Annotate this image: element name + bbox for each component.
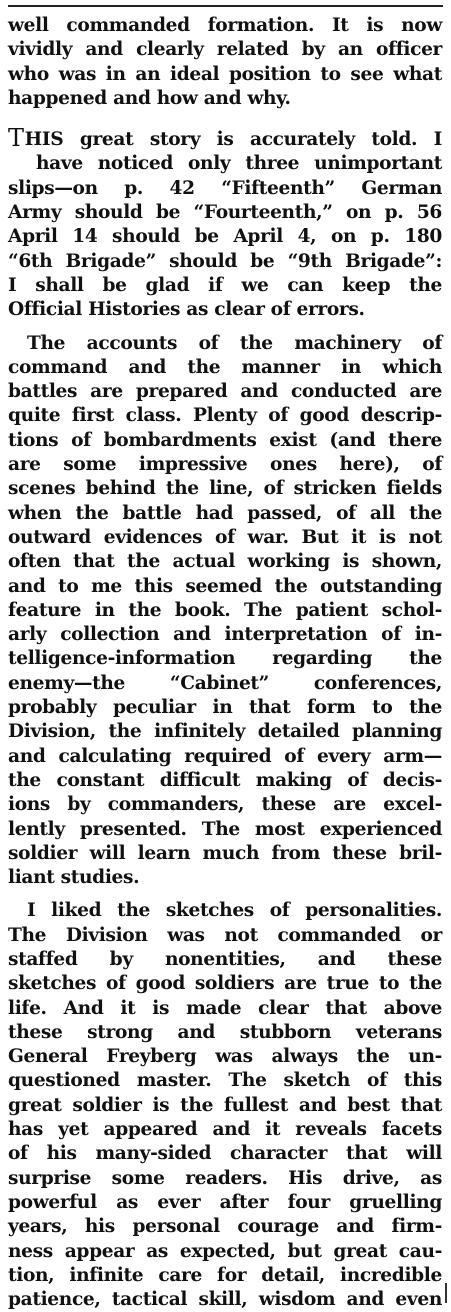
paragraph-3 xyxy=(8,332,442,891)
text-line: these strong and stubborn veterans xyxy=(8,1021,442,1043)
text-line: have noticed only three unimportant xyxy=(36,153,442,175)
text-line: and to me this seemed the outstanding xyxy=(8,575,442,597)
text-line: questioned master. The sketch of this xyxy=(8,1070,442,1092)
text-line: sketches of good soldiers are true to the xyxy=(8,973,442,995)
text-line: of his many-sided character that will xyxy=(8,1143,442,1165)
text-line: slips—on p. 42 “Fifteenth” German xyxy=(8,177,442,199)
text-line: Division, the infinitely detailed planning xyxy=(8,721,442,743)
text-line: General Freyberg was always the un- xyxy=(8,1046,442,1068)
text-line: liant studies. xyxy=(8,867,140,889)
text-line: often that the actual working is shown, xyxy=(8,551,442,573)
text-line: powerful as ever after four gruelling xyxy=(8,1191,442,1213)
text-line: tions of bombardments exist (and there xyxy=(8,429,442,451)
text-line: ness appear as expected, but great cau- xyxy=(8,1240,442,1262)
text-line: staffed by nonentities, and these xyxy=(8,948,442,970)
text-line: and calculating required of every arm— xyxy=(8,745,442,767)
text-line: when the battle had passed, of all the xyxy=(8,502,442,524)
text-line xyxy=(8,126,442,152)
text-line: scenes behind the line, of stricken fields xyxy=(8,478,442,500)
text-line: outward evidences of war. But it is not xyxy=(8,526,442,548)
text-line: soldier will learn much from these bril- xyxy=(8,842,442,864)
text-line: well commanded formation. It is now xyxy=(8,15,442,36)
text-line: great soldier is the fullest and best that xyxy=(8,1094,442,1116)
text-line: April 14 should be April 4, on p. 180 xyxy=(8,226,442,248)
text-line: arly collection and interpretation of in- xyxy=(8,624,442,646)
text-line: The accounts of the machinery of xyxy=(27,332,442,354)
text-line: the constant difficult making of decis- xyxy=(8,769,442,791)
text-line: years, his personal courage and firm- xyxy=(8,1216,442,1238)
text-line: patience, tactical skill, wisdom and even xyxy=(8,1289,442,1311)
text-line: battles are prepared and conducted are xyxy=(8,381,442,403)
text-line: feature in the book. The patient schol- xyxy=(8,599,442,621)
text-line: I liked the sketches of personalities. xyxy=(27,900,442,922)
text-line: Army should be “Fourteenth,” on p. 56 xyxy=(8,202,442,224)
text-line: The Division was not commanded or xyxy=(8,924,442,946)
paragraph-2 xyxy=(8,126,442,322)
text-line: who was in an ideal position to see what xyxy=(8,63,442,85)
drop-cap: T xyxy=(8,124,24,153)
column-edge-mark xyxy=(445,1283,447,1303)
text-line: has yet appeared and it reveals facets xyxy=(8,1119,442,1141)
text-line: Official Histories as clear of errors. xyxy=(8,299,365,321)
text-line: ions by commanders, these are excel- xyxy=(8,794,442,816)
text-line: enemy—the “Cabinet” conferences, xyxy=(8,672,442,694)
text-line: probably peculiar in that form to the xyxy=(8,697,442,719)
text-line: surprise some readers. His drive, as xyxy=(8,1167,442,1189)
text-line: “6th Brigade” should be “9th Brigade”: xyxy=(8,250,442,272)
text-line: life. And it is made clear that above xyxy=(8,997,442,1019)
text-line: vividly and clearly related by an officer xyxy=(8,39,442,61)
text-line: quite first class. Plenty of good descrip- xyxy=(8,405,442,427)
text-line: happened and how and why. xyxy=(8,87,291,109)
paragraph-4 xyxy=(8,899,442,1312)
text-line: telligence-information regarding the xyxy=(8,648,442,670)
text-line: I shall be glad if we can keep the xyxy=(8,274,442,296)
top-rule xyxy=(8,5,443,7)
text-line: command and the manner in which xyxy=(8,356,442,378)
text-line: tion, infinite care for detail, incredible xyxy=(8,1264,442,1286)
text-line: are some impressive ones here), of xyxy=(8,454,442,476)
text-line: lently presented. The most experienced xyxy=(8,818,442,840)
text-line-content: HIS great story is accurately told. I xyxy=(24,129,442,151)
paragraph-1 xyxy=(8,14,442,111)
article-column xyxy=(8,14,442,1312)
